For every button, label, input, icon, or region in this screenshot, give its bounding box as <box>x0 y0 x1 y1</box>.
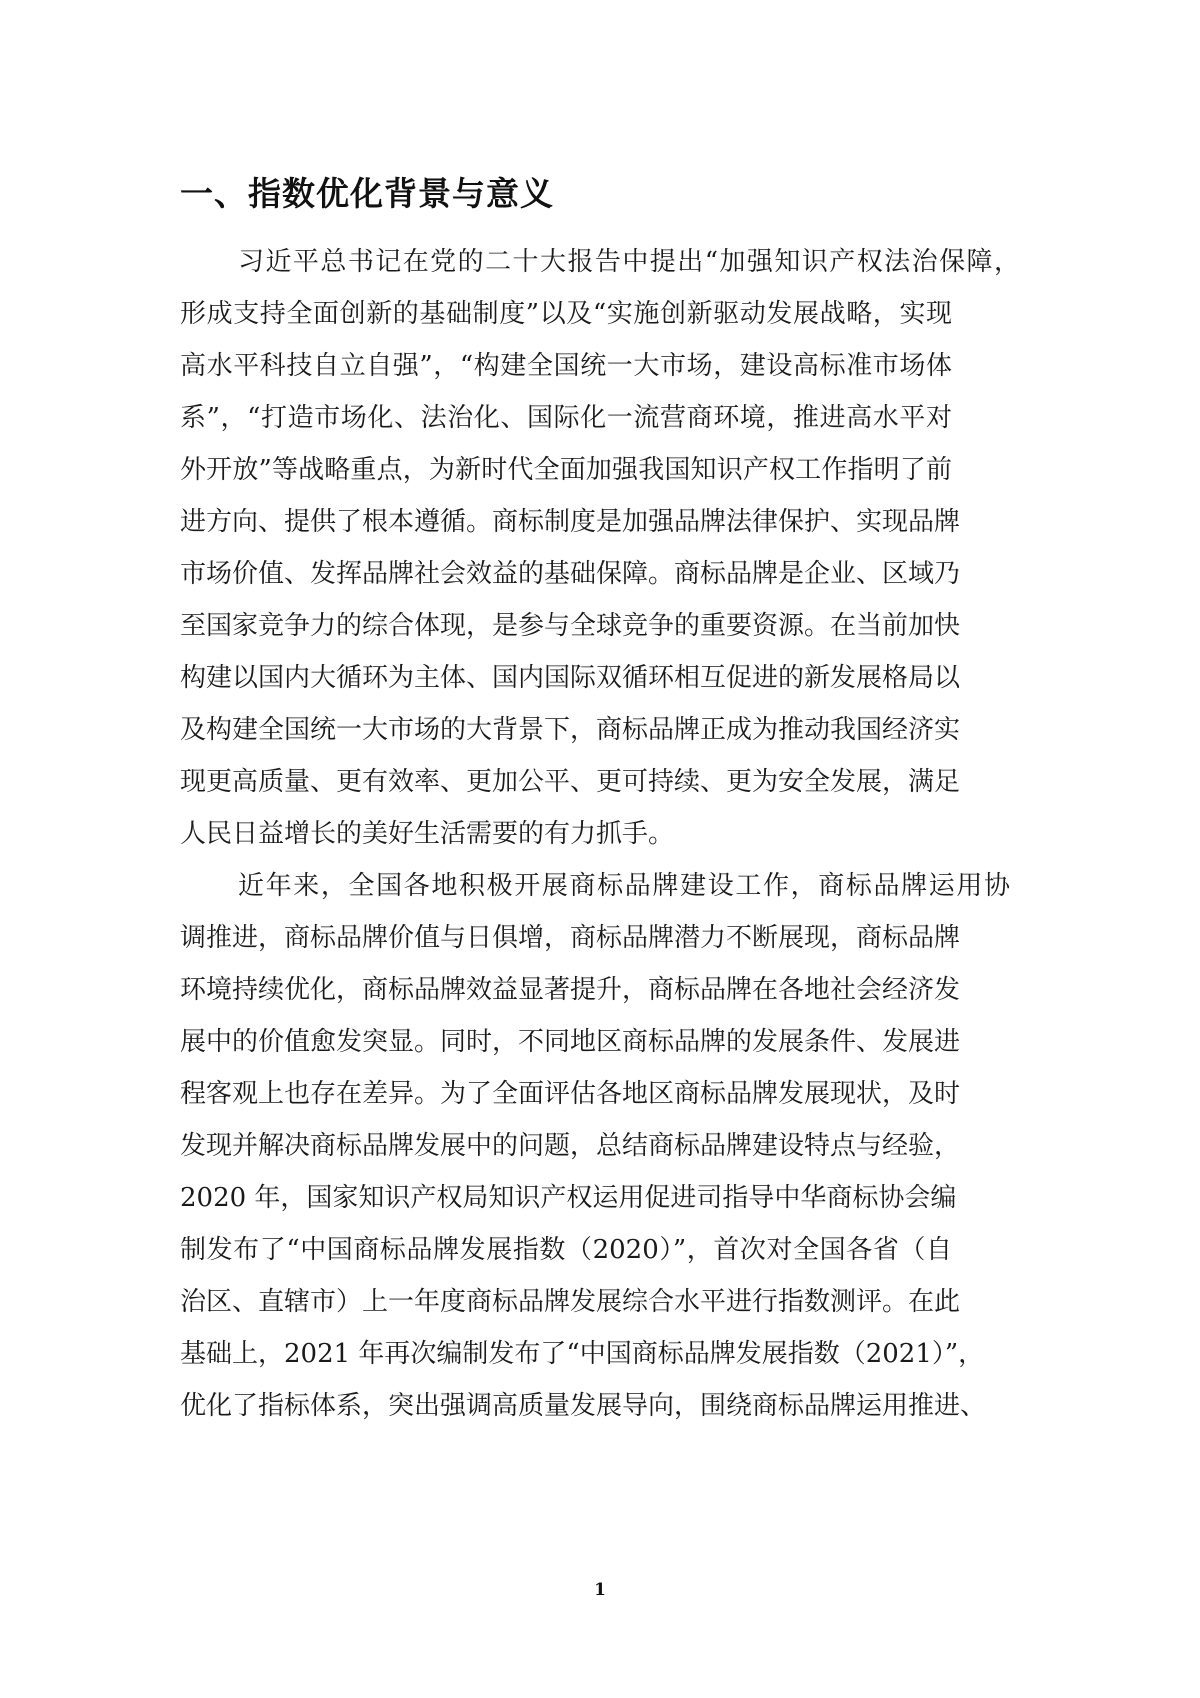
text-line: 构建以国内大循环为主体、国内国际双循环相互促进的新发展格局以 <box>180 663 961 693</box>
text-line: 至国家竞争力的综合体现，是参与全球竞争的重要资源。在当前加快 <box>180 611 961 641</box>
text-line: 外开放”等战略重点，为新时代全面加强我国知识产权工作指明了前 <box>180 455 952 485</box>
text-line: 2020 年，国家知识产权局知识产权运用促进司指导中华商标协会编 <box>180 1183 957 1213</box>
text-line: 人民日益增长的美好生活需要的有力抓手。 <box>180 819 675 849</box>
text-line: 程客观上也存在差异。为了全面评估各地区商标品牌发展现状，及时 <box>180 1079 961 1109</box>
text-line: 基础上，2021 年再次编制发布了“中国商标品牌发展指数（2021）”， <box>180 1339 985 1369</box>
text-line: 及构建全国统一大市场的大背景下，商标品牌正成为推动我国经济实 <box>180 715 961 745</box>
text-line: 调推进，商标品牌价值与日俱增，商标品牌潜力不断展现，商标品牌 <box>180 923 961 953</box>
text-line: 环境持续优化，商标品牌效益显著提升，商标品牌在各地社会经济发 <box>180 975 961 1005</box>
text-line: 优化了指标体系，突出强调高质量发展导向，围绕商标品牌运用推进、 <box>180 1391 987 1421</box>
text-line: 市场价值、发挥品牌社会效益的基础保障。商标品牌是企业、区域乃 <box>180 559 961 589</box>
text-line: 现更高质量、更有效率、更加公平、更可持续、更为安全发展，满足 <box>180 767 961 797</box>
text-line: 治区、直辖市）上一年度商标品牌发展综合水平进行指数测评。在此 <box>180 1287 961 1317</box>
page-number: 1 <box>594 1580 606 1600</box>
text-line: 发现并解决商标品牌发展中的问题，总结商标品牌建设特点与经验， <box>180 1131 961 1161</box>
text-line: 习近平总书记在党的二十大报告中提出“加强知识产权法治保障， <box>238 247 1020 277</box>
text-line: 展中的价值愈发突显。同时，不同地区商标品牌的发展条件、发展进 <box>180 1027 961 1057</box>
text-line: 形成支持全面创新的基础制度”以及“实施创新驱动发展战略，实现 <box>180 299 952 329</box>
text-line: 高水平科技自立自强”，“构建全国统一大市场，建设高标准市场体 <box>180 351 952 381</box>
text-line: 系”，“打造市场化、法治化、国际化一流营商环境，推进高水平对 <box>180 403 952 433</box>
text-line: 进方向、提供了根本遵循。商标制度是加强品牌法律保护、实现品牌 <box>180 507 961 537</box>
section-heading: 一、指数优化背景与意义 <box>180 174 554 213</box>
text-line: 制发布了“中国商标品牌发展指数（2020）”，首次对全国各省（自 <box>180 1235 952 1265</box>
text-line: 近年来，全国各地积极开展商标品牌建设工作，商标品牌运用协 <box>238 871 1010 901</box>
